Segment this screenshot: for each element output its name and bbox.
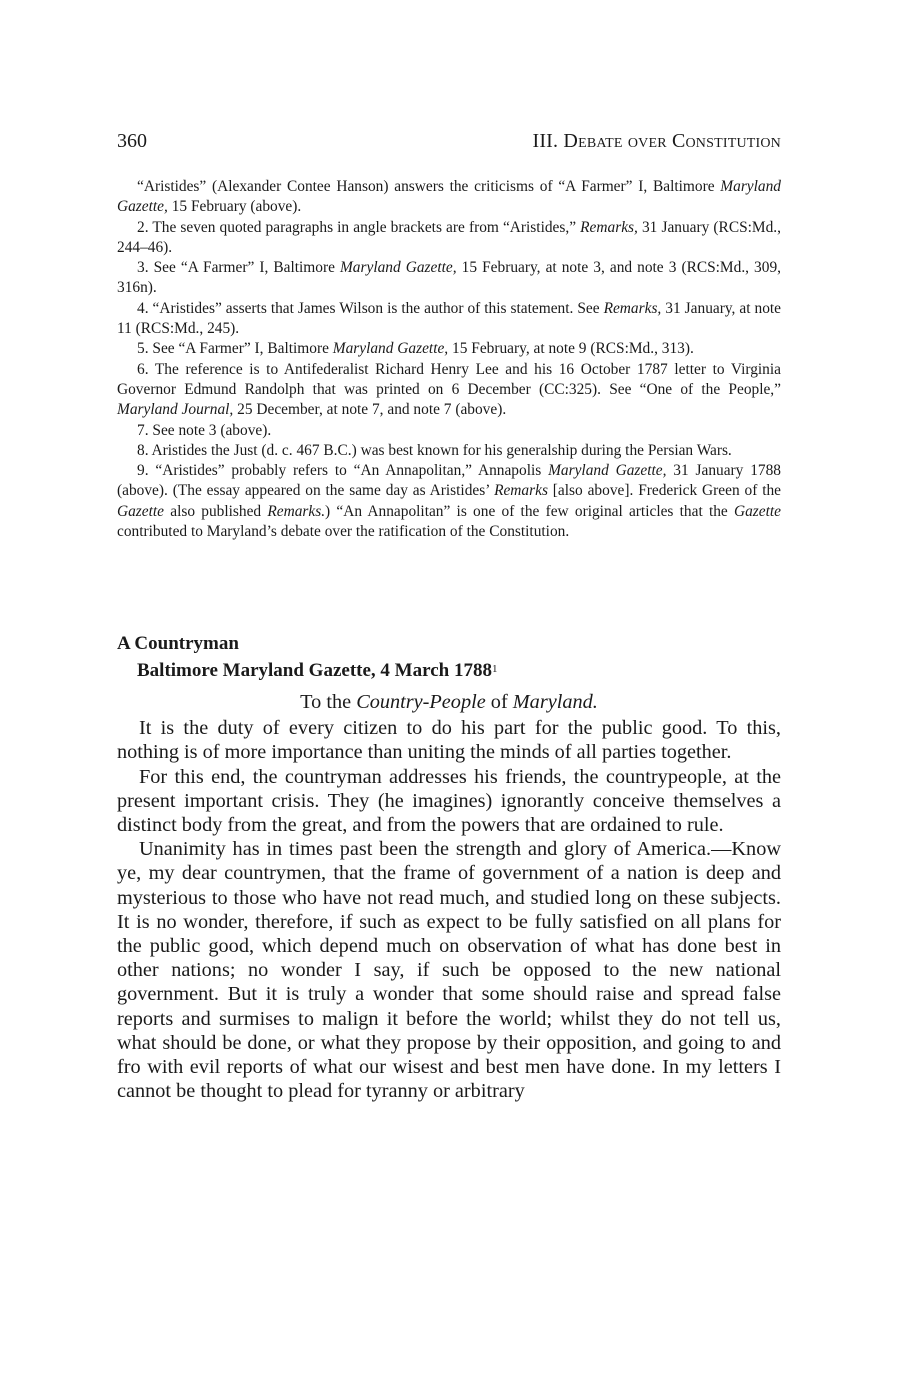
document-source: Baltimore Maryland Gazette, 4 March 1788$^1$ (137, 660, 498, 681)
document-heading (117, 630, 781, 684)
note-1: “Aristides” (Alexander Contee Hanson) answers the criticisms of “A Farmer” I, Baltimore Maryland Gazette, 15 February (above). (117, 178, 781, 216)
footnotes (117, 177, 781, 542)
note-6: 6. The reference is to Antifederalist Richard Henry Lee and his 16 October 1787 letter to Virginia Governor Edmund Randolph that was printed on 6 December (CC:325). See “One of the People,” Maryland Journal, 25 December, at note 7, and note 7 (above). (117, 360, 781, 419)
note-5: 5. See “A Farmer” I, Baltimore Maryland Gazette, 15 February, at note 9 (RCS:Md., 313). (137, 340, 694, 358)
note-4: 4. “Aristides” asserts that James Wilson is the author of this statement. See Remarks, 31 January, at note 11 (RCS:Md., 245). (117, 299, 781, 338)
body-paragraph-3: Unanimity has in times past been the strength and glory of America.—Know ye, my dear countrymen, that the frame of government of a nation is deep and mysterious to those who have not read much, and studied long on these subjects. It is no wonder, therefore, if such as expect to be fully satisfied on all plans for the public good, which depend much on observation of what has done best in other nations; no wonder I say, if such be opposed to the new national government. But it is truly a wonder that some should raise and spread false reports and surmises to malign it before the world; whilst they do not tell us, what should be done, or what they propose by their opposition, and going to and fro with evil reports of what our wisest and best men have done. In my letters I cannot be thought to plead for tyranny or arbitrary (117, 838, 781, 1103)
note-9: 9. “Aristides” probably refers to “An Annapolitan,” Annapolis Maryland Gazette, 31 January 1788 (above). (The essay appeared on the same day as Aristides’ Remarks [also above]. Frederick Green of the Gazette also published Remarks.) “An Annapolitan” is one of the few original articles that the Gazette contributed to Maryland’s debate over the ratification of the Constitution. (117, 462, 782, 541)
document-body (117, 690, 781, 1103)
document-title: A Countryman (117, 633, 239, 654)
note-7: 7. See note 3 (above). (137, 421, 272, 439)
salutation: To the Country-People of Maryland. (300, 691, 598, 713)
page-number: 360 (117, 130, 147, 152)
body-paragraph-1: It is the duty of every citizen to do his part for the public good. To this, nothing is of more importance than uniting the minds of all parties together. (117, 717, 781, 764)
section-title: III. Debate over Constitution (532, 130, 781, 152)
note-2: 2. The seven quoted paragraphs in angle brackets are from “Aristides,” Remarks, 31 January (RCS:Md., 244–46). (117, 218, 781, 256)
body-paragraph-2: For this end, the countryman addresses his friends, the countrypeople, at the present important crisis. They (he imagines) ignorantly conceive themselves a distinct body from the great, and from the powers that are ordained to rule. (117, 765, 781, 837)
note-8: 8. Aristides the Just (d. c. 467 B.C.) was best known for his generalship during the Persian Wars. (137, 441, 732, 459)
footnote-marker: 1 (491, 663, 498, 675)
note-3: 3. See “A Farmer” I, Baltimore Maryland Gazette, 15 February, at note 3, and note 3 (RCS:Md., 309, 316n). (117, 259, 781, 297)
